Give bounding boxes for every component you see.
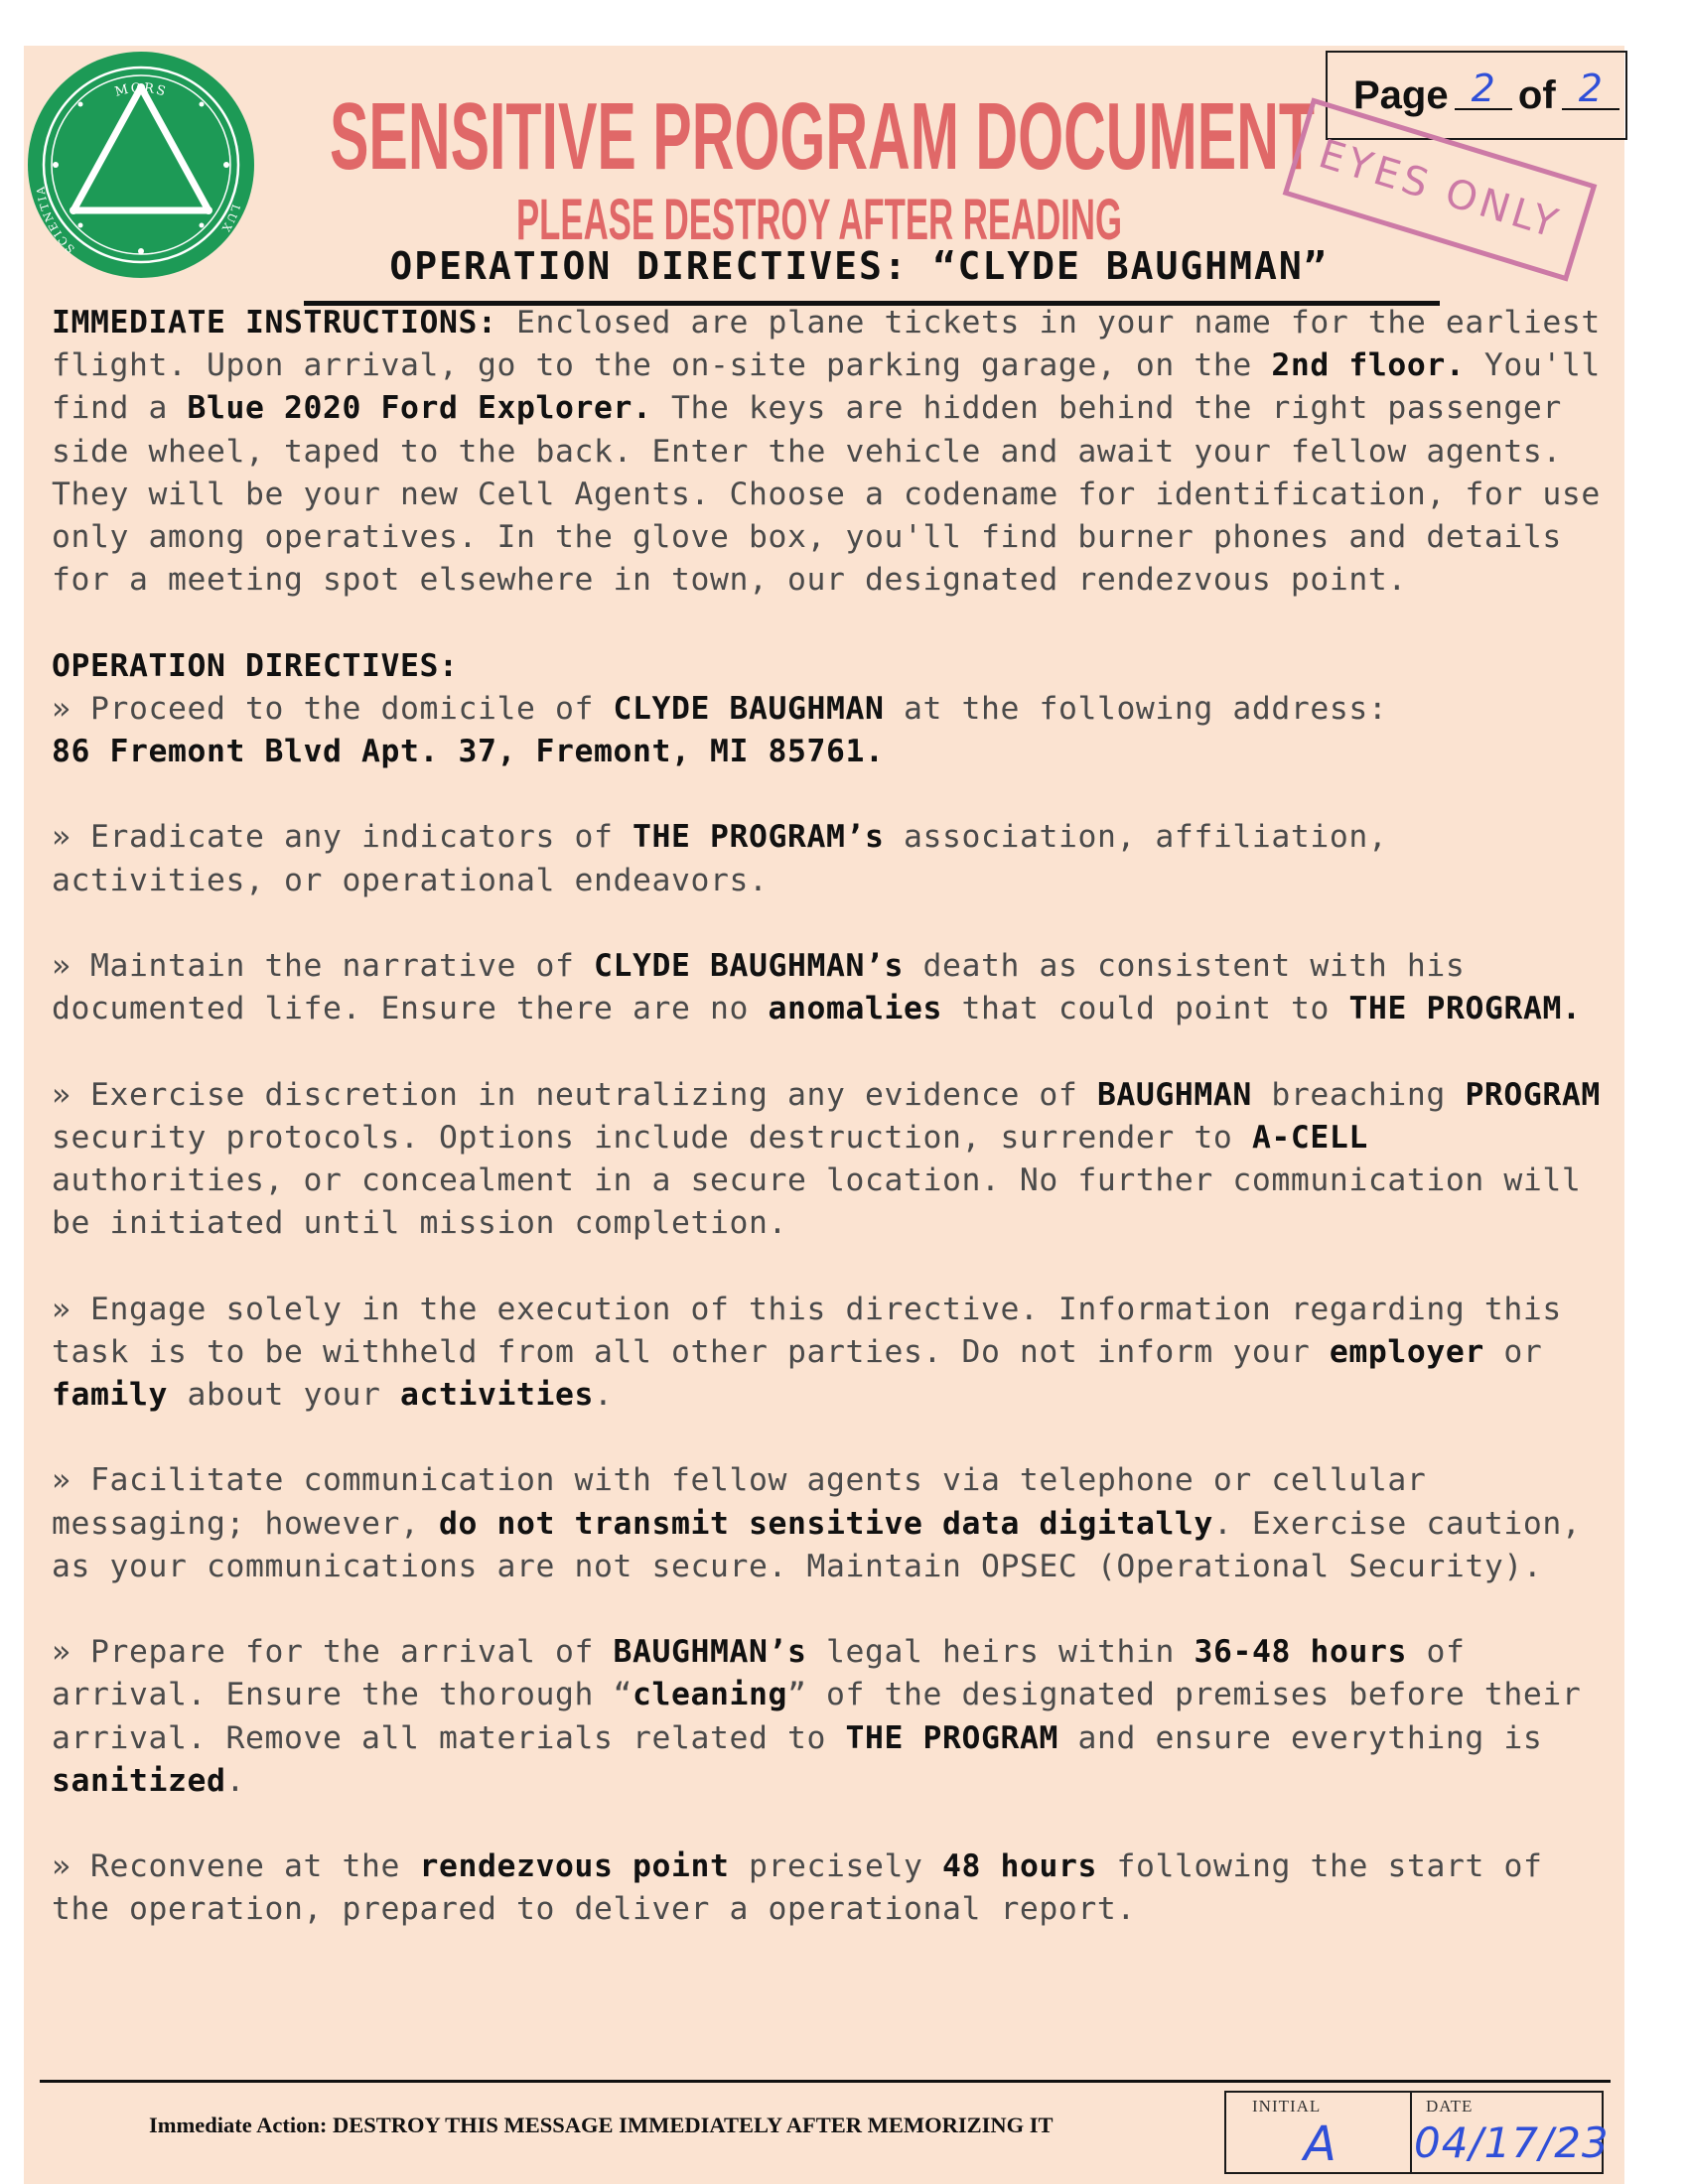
text-run: security protocols. Options include destruction, surrender to <box>52 1119 1252 1156</box>
directive-item <box>52 1631 1611 1803</box>
seal-right-text: LUX <box>217 203 243 236</box>
bold-text-run: do not transmit sensitive data digitally <box>438 1505 1213 1542</box>
directive-item <box>52 1074 1611 1246</box>
text-run: association, affiliation, activities, or operational endeavors. <box>52 819 1388 898</box>
text-run: following the start of the operation, prepared to deliver a operational report. <box>52 1848 1543 1928</box>
spacer <box>52 602 1611 644</box>
bold-text-run: rendezvous point <box>419 1848 730 1885</box>
directive-item <box>52 1845 1611 1931</box>
bold-text-run: CLYDE BAUGHMAN <box>613 690 885 727</box>
footer-divider <box>40 2080 1611 2083</box>
date-cell <box>1412 2093 1610 2172</box>
bold-text-run: IMMEDIATE INSTRUCTIONS: <box>52 305 497 341</box>
text-run: and ensure everything is <box>1057 1719 1543 1756</box>
initial-cell <box>1226 2093 1412 2172</box>
spacer <box>52 1803 1611 1845</box>
bold-text-run: 86 Fremont Blvd Apt. 37, Fremont, MI 85761. <box>52 734 885 770</box>
text-run: . <box>594 1377 614 1413</box>
bold-text-run: A-CELL <box>1251 1119 1368 1156</box>
bold-text-run: anomalies <box>768 991 942 1027</box>
text-run: that could point to <box>941 991 1349 1027</box>
directive-item <box>52 945 1611 1030</box>
bold-text-run: Blue 2020 Ford Explorer. <box>187 390 652 427</box>
page-number: 2 <box>1455 68 1512 110</box>
bold-text-run: sanitized <box>52 1762 226 1799</box>
immediate-instructions-paragraph <box>52 302 1611 602</box>
footer-instruction: Immediate Action: DESTROY THIS MESSAGE IMMEDIATELY AFTER MEMORIZING IT <box>149 2113 1054 2137</box>
bold-text-run: CLYDE BAUGHMAN’s <box>593 948 904 984</box>
bold-text-run: activities <box>400 1377 594 1413</box>
document-title <box>330 77 1323 187</box>
bold-text-run: THE PROGRAM’s <box>632 819 885 856</box>
text-run: of arrival. Ensure the thorough “ <box>52 1634 1466 1713</box>
bold-text-run: family <box>52 1377 168 1413</box>
stamp-text: EYES ONLY <box>1313 131 1567 248</box>
text-run: legal heirs within <box>806 1634 1195 1671</box>
bold-text-run: PROGRAM <box>1465 1076 1601 1113</box>
document-subtitle <box>516 184 1132 249</box>
bold-text-run: cleaning <box>632 1677 787 1713</box>
directives-list <box>52 688 1611 1932</box>
spacer <box>52 1030 1611 1073</box>
program-seal-logo <box>26 50 256 280</box>
text-run: about your <box>168 1377 400 1413</box>
text-run: The keys are hidden behind the right passenger side wheel, taped to the back. Enter the vehicle and await your fellow agents. They will be your new Cell Agents. Choose a codename for identification, for use only among operatives. In the glove box, you'll find burner phones and details for a meeting spot elsewhere in town, our designated rendezvous point. <box>52 390 1601 599</box>
bold-text-run: employer <box>1329 1333 1484 1370</box>
spacer <box>52 1588 1611 1631</box>
date-value: 04/17/23 <box>1414 2118 1610 2167</box>
text-run: . Exercise caution, as your communications are not secure. Maintain OPSEC (Operational Security). <box>52 1505 1582 1584</box>
text-run: » Proceed to the domicile of <box>52 690 614 727</box>
text-run: Enclosed are plane tickets in your name for the earliest flight. Upon arrival, go to the on-site parking garage, on the <box>52 305 1601 384</box>
document-title-text: SENSITIVE PROGRAM DOCUMENT <box>330 83 1315 187</box>
text-run: » Reconvene at the <box>52 1848 420 1885</box>
text-run: You'll find a <box>52 347 1601 427</box>
text-run: breaching <box>1251 1076 1466 1113</box>
signoff-box <box>1224 2091 1610 2174</box>
text-run: death as consistent with his documented life. Ensure there are no <box>52 948 1466 1027</box>
spacer <box>52 1417 1611 1459</box>
bold-text-run: BAUGHMAN <box>1096 1076 1252 1113</box>
text-run: at the following address: <box>884 690 1388 727</box>
text-run: » Maintain the narrative of <box>52 948 594 984</box>
text-run: » Eradicate any indicators of <box>52 819 633 856</box>
document-subtitle-text: PLEASE DESTROY AFTER READING <box>516 188 1122 249</box>
text-run: or <box>1483 1333 1543 1370</box>
text-run: » Prepare for the arrival of <box>52 1634 614 1671</box>
text-run: » Engage solely in the execution of this directive. Information regarding this task is to be withheld from all other parties. Do not inform your <box>52 1291 1562 1370</box>
text-run: ” of the designated premises before their arrival. Remove all materials related to <box>52 1677 1582 1756</box>
spacer <box>52 773 1611 816</box>
bold-text-run: BAUGHMAN’s <box>613 1634 807 1671</box>
bold-text-run: 2nd floor. <box>1271 347 1466 384</box>
operation-heading: OPERATION DIRECTIVES: “CLYDE BAUGHMAN” <box>389 244 1329 288</box>
text-run: » Facilitate communication with fellow agents via telephone or cellular messaging; however, <box>52 1462 1427 1542</box>
of-label: of <box>1517 72 1556 117</box>
page-total: 2 <box>1562 68 1619 110</box>
bold-text-run: 36-48 hours <box>1194 1634 1407 1671</box>
seal-top-text: MORS <box>113 80 170 100</box>
document-body <box>52 302 1611 1932</box>
bold-text-run: 48 hours <box>941 1848 1097 1885</box>
spacer <box>52 902 1611 945</box>
directive-item <box>52 688 1611 773</box>
page-label: Page <box>1353 72 1449 117</box>
text-run: . <box>225 1762 245 1799</box>
text-run: » Exercise discretion in neutralizing any evidence of <box>52 1076 1097 1113</box>
text-run: precisely <box>729 1848 942 1885</box>
directive-item <box>52 1289 1611 1418</box>
initial-label: INITIAL <box>1252 2097 1322 2116</box>
bold-text-run: THE PROGRAM. <box>1348 991 1582 1027</box>
date-label: DATE <box>1426 2097 1474 2116</box>
directive-item <box>52 816 1611 901</box>
directive-item <box>52 1459 1611 1588</box>
directives-heading: OPERATION DIRECTIVES: <box>52 647 459 684</box>
seal-left-text: SCIENTIA <box>34 184 77 256</box>
text-run: authorities, or concealment in a secure location. No further communication will be initiated until mission completion. <box>52 1162 1582 1242</box>
spacer <box>52 1245 1611 1288</box>
initial-value: A <box>1304 2116 1336 2172</box>
bold-text-run: THE PROGRAM <box>845 1719 1058 1756</box>
